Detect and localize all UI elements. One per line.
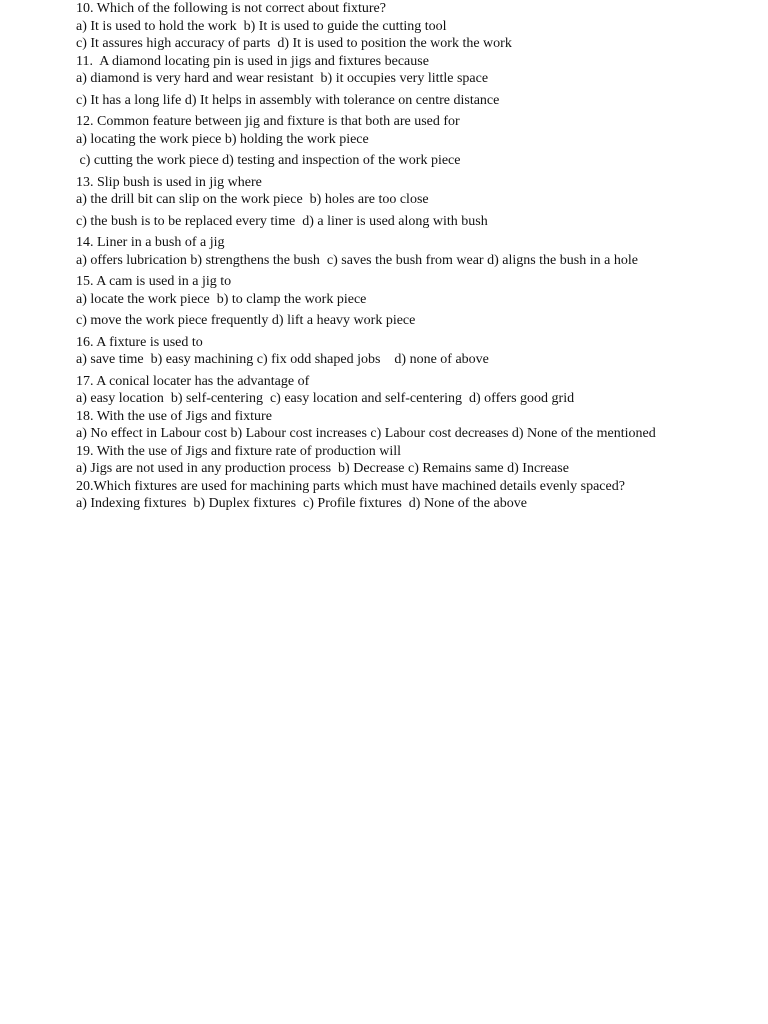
- question-text: 17. A conical locater has the advantage of: [76, 373, 310, 389]
- question-text: 19. With the use of Jigs and fixture rate of production will: [76, 443, 402, 459]
- answer-options: c) cutting the work piece d) testing and inspection of the work piece: [76, 153, 461, 168]
- question-text: 15. A cam is used in a jig to: [76, 274, 232, 289]
- question-text: 11. A diamond locating pin is used in jigs and fixtures because: [76, 53, 429, 69]
- answer-options: a) offers lubrication b) strengthens the bush c) saves the bush from wear d) aligns the bush in a hole: [76, 252, 638, 268]
- question-text: 20.Which fixtures are used for machining parts which must have machined details evenly spaced?: [76, 478, 625, 494]
- answer-options: a) Jigs are not used in any production process b) Decrease c) Remains same d) Increase: [76, 461, 569, 476]
- question-sheet: [76, 0, 690, 513]
- question-text: 18. With the use of Jigs and fixture: [76, 408, 272, 424]
- question-text: 14. Liner in a bush of a jig: [76, 235, 225, 250]
- answer-options: c) It assures high accuracy of parts d) It is used to position the work the work: [76, 36, 512, 51]
- answer-options: c) It has a long life d) It helps in assembly with tolerance on centre distance: [76, 92, 500, 108]
- answer-options: a) save time b) easy machining c) fix odd shaped jobs d) none of above: [76, 352, 489, 367]
- answer-options: a) Indexing fixtures b) Duplex fixtures c) Profile fixtures d) None of the above: [76, 496, 527, 511]
- answer-options: a) locate the work piece b) to clamp the work piece: [76, 291, 367, 307]
- answer-options: a) easy location b) self-centering c) easy location and self-centering d) offers good grid: [76, 391, 575, 406]
- answer-options: c) the bush is to be replaced every time d) a liner is used along with bush: [76, 213, 488, 229]
- question-text: 13. Slip bush is used in jig where: [76, 174, 262, 190]
- answer-options: c) move the work piece frequently d) lift a heavy work piece: [76, 313, 416, 328]
- answer-options: a) locating the work piece b) holding the work piece: [76, 131, 369, 147]
- question-text: 12. Common feature between jig and fixture is that both are used for: [76, 114, 460, 129]
- answer-options: a) the drill bit can slip on the work piece b) holes are too close: [76, 192, 429, 207]
- answer-options: a) It is used to hold the work b) It is used to guide the cutting tool: [76, 18, 447, 34]
- question-text: 16. A fixture is used to: [76, 334, 203, 350]
- question-text: 10. Which of the following is not correct about fixture?: [76, 1, 386, 16]
- answer-options: a) No effect in Labour cost b) Labour cost increases c) Labour cost decreases d) None of the mentioned: [76, 426, 656, 441]
- answer-options: a) diamond is very hard and wear resistant b) it occupies very little space: [76, 71, 489, 86]
